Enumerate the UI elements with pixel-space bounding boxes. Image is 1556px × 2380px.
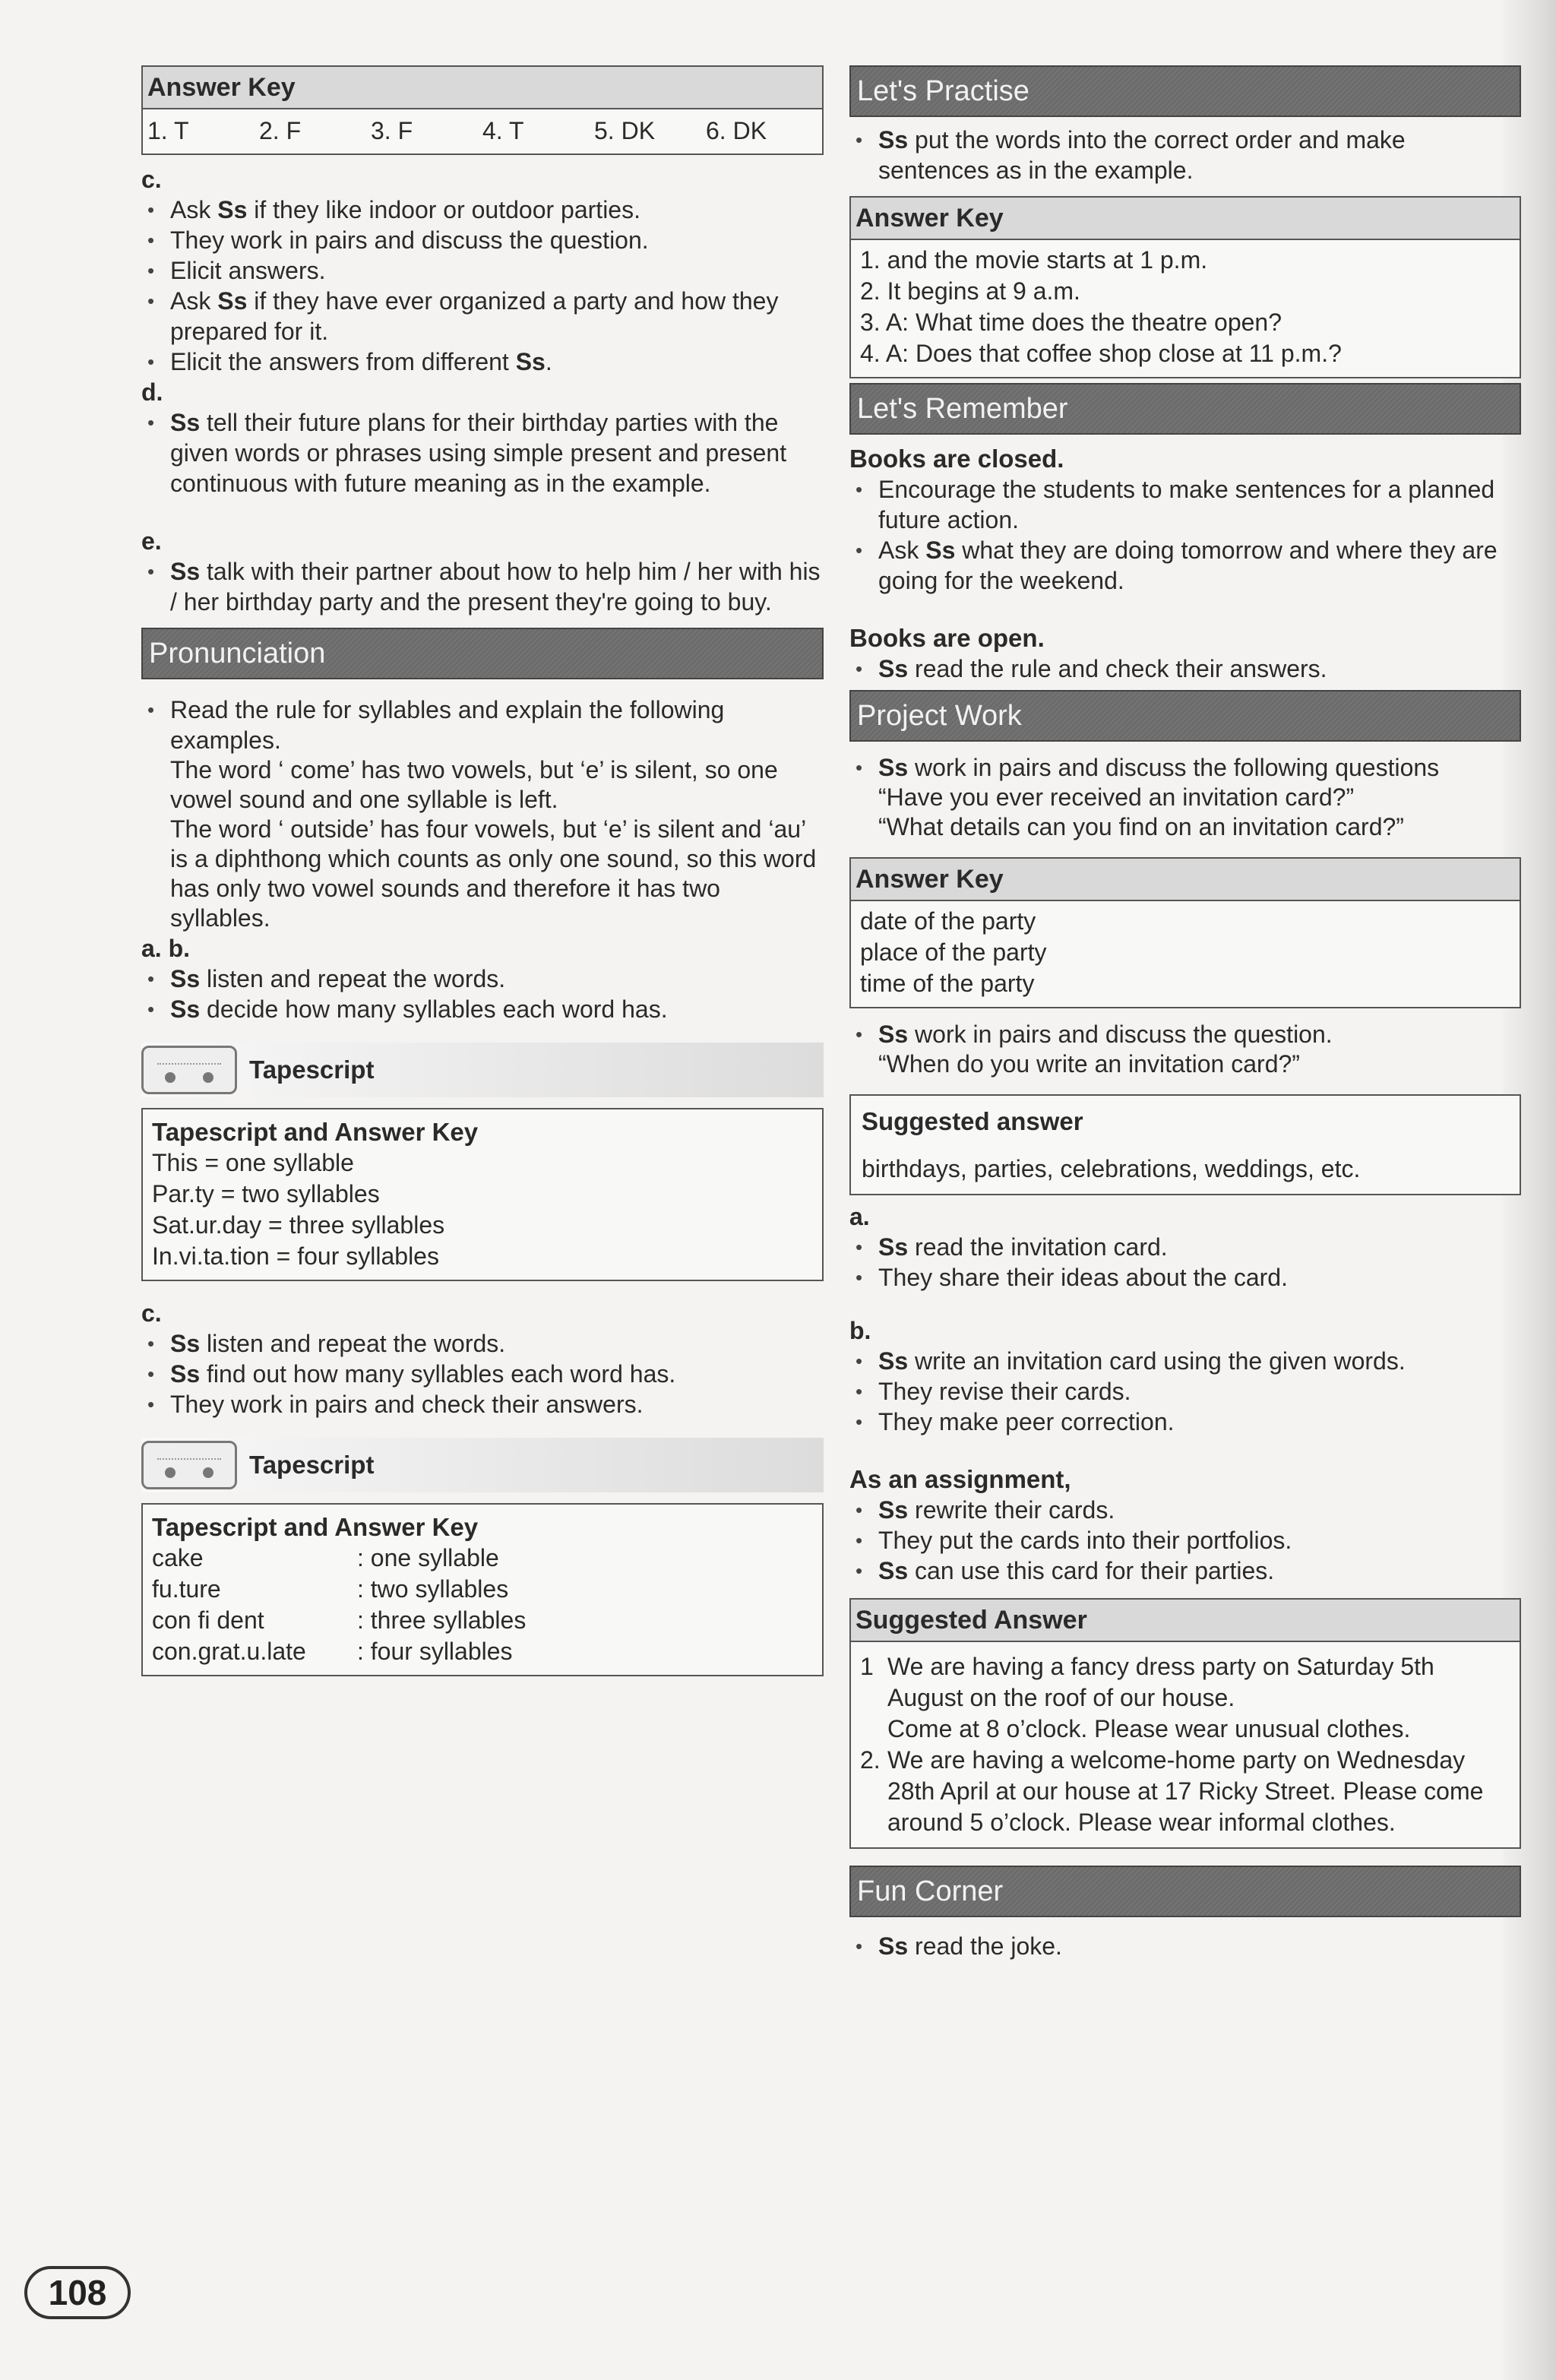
list-item: • They work in pairs and discuss the question.: [141, 225, 824, 255]
section-letter: a.: [849, 1203, 870, 1230]
left-column: [141, 65, 824, 1676]
tapescript-row: con fi dent : three syllables: [152, 1606, 527, 1634]
assignment-title: As an assignment,: [849, 1465, 1071, 1493]
answer-line: 1. and the movie starts at 1 p.m.: [860, 246, 1208, 274]
section-c: [141, 164, 824, 377]
list-item: • Ss write an invitation card using the given words.: [849, 1346, 1521, 1376]
list-item: • Elicit the answers from different Ss.: [141, 347, 824, 377]
tapescript-header: [141, 1043, 824, 1097]
example-come: The word ‘ come’ has two vowels, but ‘e’ is silent, so one vowel sound and one syllable is left.: [170, 756, 778, 813]
tapescript-header: [141, 1438, 824, 1492]
example-outside: The word ‘ outside’ has four vowels, but ‘e’ is silent and ‘au’ is a diphthong which counts as only one sound, so this word has only two vowel sounds and therefore it has two syllables.: [170, 815, 817, 932]
section-e: [141, 526, 824, 617]
tapescript-box-title: Tapescript and Answer Key: [152, 1513, 479, 1541]
list-item: • Ss listen and repeat the words.: [141, 964, 824, 994]
remember-section: [849, 444, 1521, 684]
tapescript-box: [141, 1503, 824, 1676]
answer-key-title: Answer Key: [851, 198, 1520, 240]
fun-corner-banner: Fun Corner: [849, 1866, 1521, 1917]
right-column: [849, 65, 1521, 1961]
section-c2: [141, 1298, 824, 1419]
answer-item: 1. T: [147, 117, 189, 144]
suggested-answer-title: Suggested answer: [862, 1107, 1083, 1135]
suggested-answer-item: 1 We are having a fancy dress party on Saturday 5th August on the roof of our house. Come at 8 o’clock. Please wear unusual clothes.: [860, 1653, 1434, 1742]
suggested-answer-box: [849, 1598, 1521, 1849]
list-item: • Ask Ss what they are doing tomorrow and where they are going for the weekend.: [849, 535, 1521, 596]
books-closed: Books are closed.: [849, 445, 1064, 473]
tapescript-label: Tapescript: [249, 1055, 375, 1084]
list-item: • Ss read the joke.: [849, 1931, 1521, 1961]
answer-item: 3. F: [371, 117, 413, 144]
answer-line: place of the party: [860, 938, 1047, 966]
list-item: • Ss work in pairs and discuss the following questions: [849, 752, 1521, 783]
section-letter: a. b.: [141, 935, 191, 962]
answer-item: 4. T: [482, 117, 524, 144]
list-item: • Ss listen and repeat the words.: [141, 1328, 824, 1359]
answer-item: 6. DK: [706, 117, 767, 144]
tapescript-box-title: Tapescript and Answer Key: [152, 1118, 479, 1146]
list-item: • Ask Ss if they have ever organized a party and how they prepared for it.: [141, 286, 824, 347]
list-item: • Ss put the words into the correct order and make sentences as in the example.: [849, 125, 1521, 185]
section-b: [849, 1315, 1521, 1437]
books-open: Books are open.: [849, 624, 1045, 652]
list-item: • Elicit answers.: [141, 255, 824, 286]
tapescript-line: This = one syllable: [152, 1149, 354, 1176]
list-item: • Ask Ss if they like indoor or outdoor parties.: [141, 195, 824, 225]
section-letter: b.: [849, 1317, 871, 1344]
section-d: [141, 377, 824, 498]
tapescript-line: Par.ty = two syllables: [152, 1180, 380, 1207]
suggested-answer-text: birthdays, parties, celebrations, weddings, etc.: [862, 1155, 1361, 1182]
tapescript-row: cake : one syllable: [152, 1544, 499, 1571]
list-item: • Encourage the students to make sentences for a planned future action.: [849, 474, 1521, 535]
list-item: • Ss can use this card for their parties.: [849, 1556, 1521, 1586]
lets-practise-banner: Let's Practise: [849, 65, 1521, 117]
question: “Have you ever received an invitation card?”: [878, 783, 1355, 811]
tapescript-line: Sat.ur.day = three syllables: [152, 1211, 445, 1239]
answer-item: 5. DK: [594, 117, 656, 144]
project-section: [849, 752, 1521, 842]
answer-line: 4. A: Does that coffee shop close at 11 p.m.?: [860, 340, 1342, 367]
suggested-answer-title: Suggested Answer: [851, 1600, 1520, 1642]
answer-key-title: Answer Key: [143, 67, 822, 109]
suggested-answer-item: 2. We are having a welcome-home party on Wednesday 28th April at our house at 17 Ricky Street. Please come around 5 o’clock. Please wear informal clothes.: [860, 1746, 1484, 1836]
section-a: [849, 1201, 1521, 1293]
list-item: • They revise their cards.: [849, 1376, 1521, 1407]
answer-item: 2. F: [259, 117, 302, 144]
list-item: • Ss work in pairs and discuss the question.: [849, 1019, 1521, 1049]
answer-line: 3. A: What time does the theatre open?: [860, 309, 1282, 336]
list-item: • Ss read the invitation card.: [849, 1232, 1521, 1262]
answer-key-box: [141, 65, 824, 155]
answer-key-box: [849, 857, 1521, 1008]
section-letter: d.: [141, 378, 163, 406]
list-item: • They share their ideas about the card.: [849, 1262, 1521, 1293]
lets-remember-banner: Let's Remember: [849, 383, 1521, 435]
list-item: • Ss tell their future plans for their birthday parties with the given words or phrases using simple present and present continuous with future meaning as in the example.: [141, 407, 824, 498]
section-letter: c.: [141, 1299, 162, 1327]
tapescript-row: con.grat.u.late : four syllables: [152, 1638, 513, 1665]
section-letter: e.: [141, 527, 162, 555]
list-item: • Ss talk with their partner about how to help him / her with his / her birthday party and the present they're going to buy.: [141, 556, 824, 617]
tapescript-box: [141, 1108, 824, 1281]
answer-key-box: [849, 196, 1521, 378]
section-letter: c.: [141, 166, 162, 193]
tapescript-label: Tapescript: [249, 1451, 375, 1479]
list-item: • Ss rewrite their cards.: [849, 1495, 1521, 1525]
question: “When do you write an invitation card?”: [878, 1050, 1300, 1078]
answer-key-title: Answer Key: [851, 859, 1520, 901]
assignment-section: [849, 1464, 1521, 1586]
answer-line: date of the party: [860, 907, 1036, 935]
answer-line: time of the party: [860, 970, 1035, 997]
question: “What details can you find on an invitation card?”: [878, 813, 1404, 840]
list-item: • They make peer correction.: [849, 1407, 1521, 1437]
list-item: • They put the cards into their portfolios.: [849, 1525, 1521, 1556]
answer-line: 2. It begins at 9 a.m.: [860, 277, 1080, 305]
list-item: • They work in pairs and check their answers.: [141, 1389, 824, 1419]
list-item: • Ss read the rule and check their answers.: [849, 654, 1521, 684]
cassette-icon: [141, 1441, 237, 1489]
list-item: • Ss decide how many syllables each word has.: [141, 994, 824, 1024]
suggested-answer-box: [849, 1094, 1521, 1195]
pronunciation-section: [141, 695, 824, 1024]
pronunciation-banner: Pronunciation: [141, 628, 824, 679]
answer-key-items: [143, 109, 822, 153]
page-number: 108: [24, 2266, 131, 2319]
list-item: • Read the rule for syllables and explain the following examples.: [141, 695, 824, 755]
tapescript-row: fu.ture : two syllables: [152, 1575, 509, 1603]
project-work-banner: Project Work: [849, 690, 1521, 742]
list-item: • Ss find out how many syllables each word has.: [141, 1359, 824, 1389]
cassette-icon: [141, 1046, 237, 1094]
tapescript-line: In.vi.ta.tion = four syllables: [152, 1242, 439, 1270]
